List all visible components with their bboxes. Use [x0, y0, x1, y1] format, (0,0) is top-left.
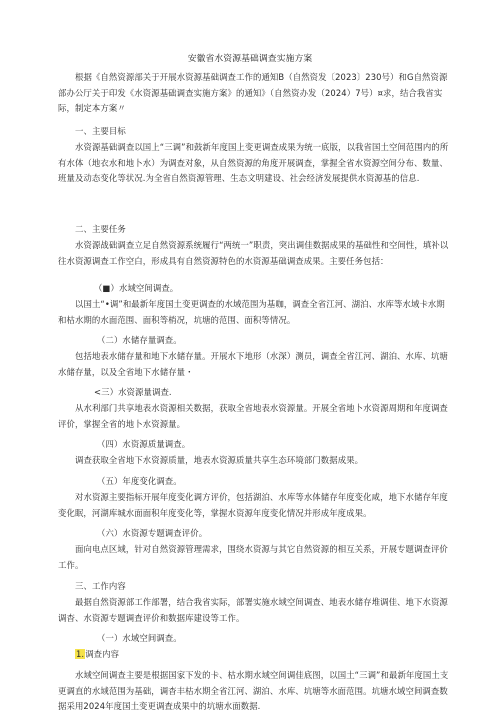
task-2-heading: （二）水储存量调查。	[97, 335, 182, 345]
task-5-heading: （五）年度变化调查。	[97, 476, 182, 486]
task-2-body: 包括地表水储存量和地下水储存量。开展水下地形（水深）测员，调查全省江河、湖泊、水库、坑塘水储存量，以及全省地下水储存量・	[58, 351, 448, 377]
section-1-heading: 一、主要目标	[75, 126, 126, 136]
content-1-body: 水域空间调查主要是根据国家下发的卡、枯水期水域空间调佳底图，以国土“三调”和最新年度国土支更调直的水域范围为基础，调杳丰枯水期全省江河、湖泊、水库、坑塘等水面范围。坑塘水域空间调查数据采用2024年度国土变更调査成果中的坑塘水面数据.	[58, 670, 449, 712]
intro-paragraph: 根据《自然资源部关于开展水资源基础调查工作的通知B（自然资发〔2023〕230号）和G自然资源部办公厅关于印发《水资源基础调查实施方案》的通知》（自然资办发（2024）7号）¤求，结合我省实际，制定本方案〃	[58, 72, 448, 114]
task-6-heading: （六）水资源专题调查评价。	[97, 528, 208, 538]
section-1-body: 水资源基础调查以国上“三调”和鼓新年度国上变更调查成果为统一底版，以我省国土空间范围内的所有水体（地衣水和地卜水）为调查对象，从自然资源的角度开展调查，掌握全省水资源空间分布、数量、班量及动态变化等状况.为全省自然资源管理、生态文明建设、社会经济发展提供水资源基的信息.	[58, 142, 449, 184]
item-label: 调查内容	[85, 649, 120, 659]
task-4-heading: （四）水资源质量调查。	[97, 439, 191, 449]
task-1-heading: （■）水域空间调查。	[94, 283, 179, 293]
task-4-body: 调查获取全省地下水资源质量，地表水资源质量共享生态环境部门数据成果。	[75, 455, 364, 465]
task-5-body: 对水资源主要指标开展年度变化调方评价，包括湖泊、水库等水体储存年度变化咸，地下水储存年度变化眠，河湖库城水面面积年度变化等，掌握水资源年度变化情况并形成年度成果。	[58, 492, 448, 518]
content-1-heading: （一）水域空间调查。	[97, 633, 182, 643]
task-3-heading: <三）水资源量调查.	[94, 387, 172, 397]
section-2-body: 水资源战础调查立足自然资源系统履行“两统一”职责，突出调佳数据成果的基础性和空间性，填补以往水资源调查工作空白，形成具有自然资源特色的水资源基础调查成果。主要任务包括：	[58, 240, 449, 266]
task-3-body: 从水利部门共享地表水资源相关数据，获取全省地表水资源量。开展全省地卜水资源周期和年度调查评价，掌握全省的地卜水资源量。	[58, 403, 448, 429]
section-3-heading: 三、工作内容	[75, 581, 126, 591]
task-1-body: 以国土“•调”和最新年度国土变更调查的水域范围为基咖，调查全省江河、湖泊、水库等水域卡水期和枯水期的水面范围、面积等梢况，坑塘的范围、面积等情况。	[58, 299, 445, 325]
document-title: 安徽省水资源基础调查实施方案	[187, 54, 313, 64]
section-3-body: 最据自然资源部工作部署，结合我省实际，部署实施水域空间调查、地表水储存堆调佳、地下水资源调杳、水资源专题调査评价和数据库建设等工作。	[58, 597, 448, 623]
content-item-heading	[75, 647, 119, 663]
task-6-body: 面向电点区域，针对自然资源管理需求，围绕水资源与其它自然资源的相互关系，开展专题调查评价工作。	[58, 544, 448, 570]
section-2-heading: 二、主要任务	[75, 224, 126, 234]
item-number-highlight: 1.	[76, 649, 85, 659]
